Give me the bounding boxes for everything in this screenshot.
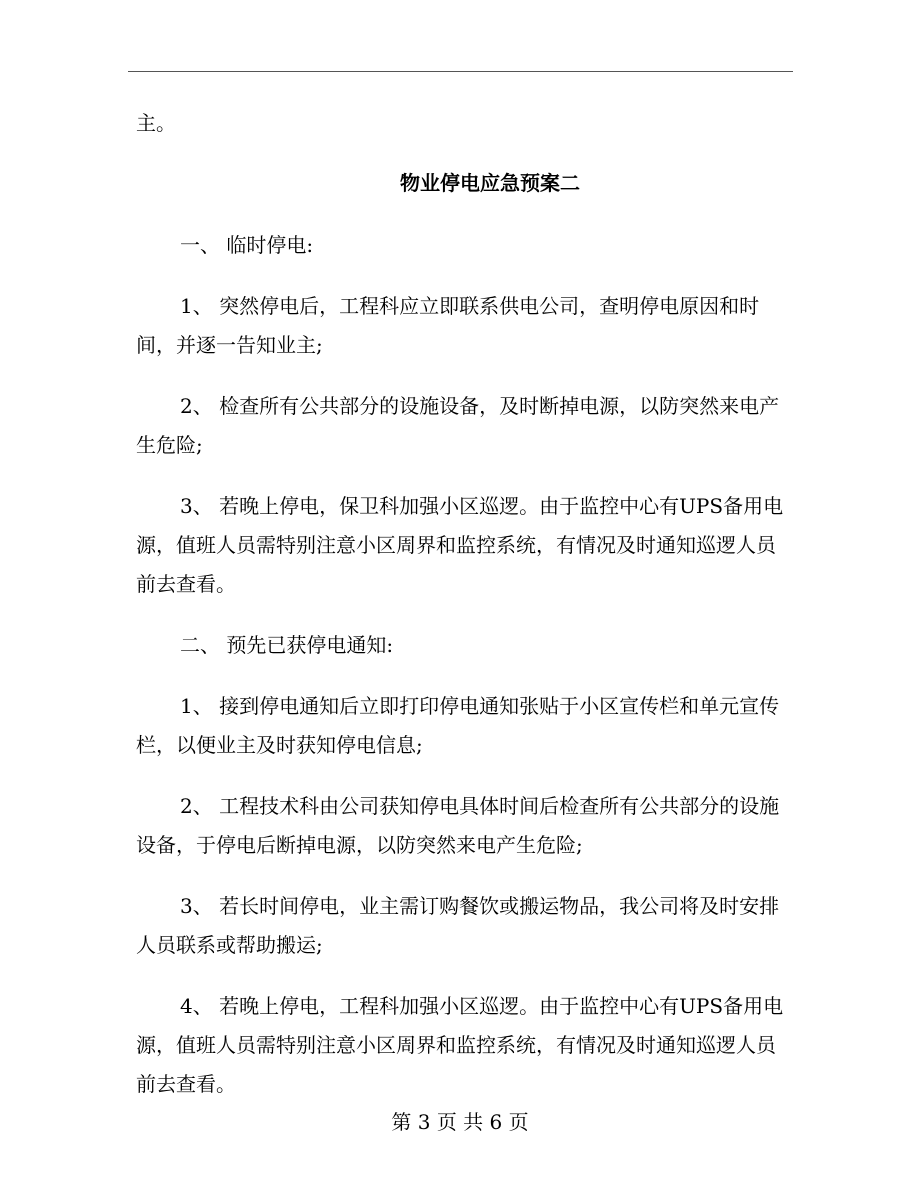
list-item: 2、 工程技术科由公司获知停电具体时间后检查所有公共部分的设施设备，于停电后断掉电源，以防突然来电产生危险; — [136, 794, 780, 857]
header-rule — [128, 71, 793, 72]
list-item: 2、 检查所有公共部分的设施设备，及时断掉电源，以防突然来电产生危险; — [136, 394, 780, 457]
document-title: 物业停电应急预案二 — [400, 171, 580, 195]
list-item: 3、 若长时间停电，业主需订购餐饮或搬运物品，我公司将及时安排人员联系或帮助搬运; — [136, 894, 780, 957]
document-body — [136, 104, 786, 1126]
list-item: 4、 若晚上停电，工程科加强小区巡逻。由于监控中心有UPS备用电源，值班人员需特别注意小区周界和监控系统，有情况及时通知巡逻人员前去查看。 — [136, 994, 784, 1096]
list-item: 3、 若晚上停电，保卫科加强小区巡逻。由于监控中心有UPS备用电源，值班人员需特别注意小区周界和监控系统，有情况及时通知巡逻人员前去查看。 — [136, 494, 784, 596]
page-number-footer: 第 3 页 共 6 页 — [391, 1110, 529, 1134]
section-heading: 二、 预先已获停电通知: — [180, 633, 394, 657]
list-item: 1、 接到停电通知后立即打印停电通知张贴于小区宣传栏和单元宣传栏，以便业主及时获知停电信息; — [136, 694, 780, 757]
list-item: 1、 突然停电后，工程科应立即联系供电公司，查明停电原因和时间，并逐一告知业主; — [136, 294, 760, 357]
section-heading: 一、 临时停电: — [180, 233, 314, 257]
continuation-text: 主。 — [136, 111, 176, 135]
